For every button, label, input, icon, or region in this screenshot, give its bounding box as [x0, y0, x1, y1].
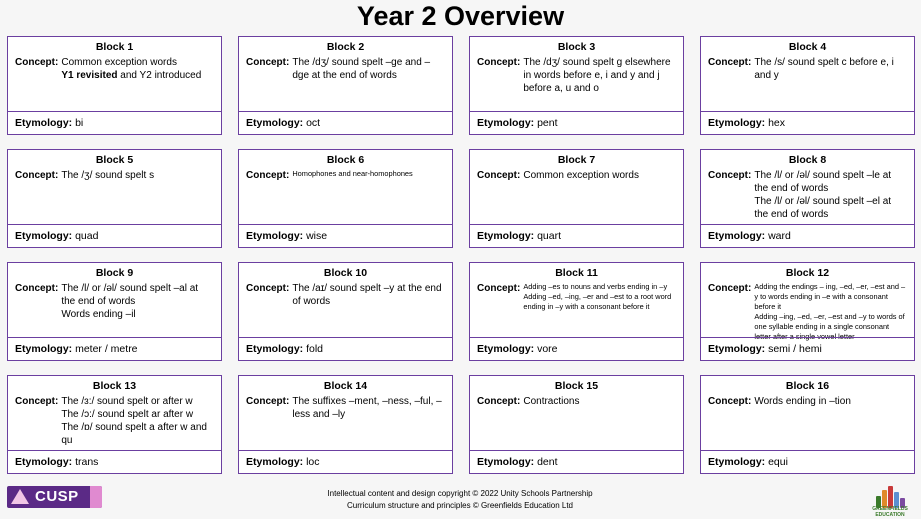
- concept-label: Concept:: [477, 283, 521, 294]
- etymology-value: loc: [306, 456, 320, 468]
- block-concept: [15, 56, 214, 82]
- concept-text: and Y2 introduced: [117, 70, 202, 81]
- block-card: [7, 262, 222, 361]
- copyright-line-1: Intellectual content and design copyright © 2022 Unity Schools Partnership: [327, 489, 593, 498]
- etymology-value: ward: [768, 230, 791, 242]
- block-etymology: [701, 224, 914, 247]
- concept-line: The /l/ or /əl/ sound spelt –al at the end of words: [61, 283, 199, 307]
- etymology-value: equi: [768, 456, 788, 468]
- concept-label: Concept:: [246, 396, 290, 407]
- concept-label: Concept:: [15, 170, 59, 181]
- logo-stripe: [90, 486, 102, 508]
- block-etymology: [8, 111, 221, 134]
- block-card: [700, 149, 915, 248]
- block-concept-area: [470, 37, 683, 113]
- block-title: Block 6: [326, 154, 365, 166]
- concept-line: The /dʒ/ sound spelt g elsewhere in words before e, i and y and j before a, u and o: [523, 57, 671, 94]
- block-card: [469, 375, 684, 474]
- footer: [0, 484, 921, 519]
- block-card: [238, 36, 453, 135]
- concept-line: Adding –ing, –ed, –er, –est and –y to words of one syllable ending in a single consonant letter after a single vowel letter: [754, 312, 905, 341]
- block-title: Block 8: [788, 154, 827, 166]
- block-card: [700, 375, 915, 474]
- block-card: [238, 262, 453, 361]
- concept-line: The /ɔ:/ sound spelt ar after w: [61, 409, 194, 420]
- block-etymology: [8, 224, 221, 247]
- block-etymology: [8, 337, 221, 360]
- cusp-logo-text: CUSP: [35, 488, 79, 505]
- concept-line: Contractions: [523, 396, 580, 407]
- etymology-value: semi / hemi: [768, 343, 822, 355]
- block-concept: [246, 56, 445, 82]
- concept-label: Concept:: [15, 396, 59, 407]
- block-title: Block 2: [326, 41, 365, 53]
- etymology-label: Etymology:: [15, 117, 73, 129]
- block-etymology: [239, 337, 452, 360]
- block-concept: [477, 282, 676, 312]
- block-card: [7, 149, 222, 248]
- etymology-label: Etymology:: [15, 343, 73, 355]
- concept-label: Concept:: [708, 396, 752, 407]
- block-etymology: [239, 111, 452, 134]
- block-etymology: [701, 337, 914, 360]
- block-concept: [246, 395, 445, 421]
- concept-line: The /ɒ/ sound spelt a after w and qu: [61, 422, 207, 446]
- block-card: [7, 375, 222, 474]
- block-card: [700, 36, 915, 135]
- etymology-value: quart: [537, 230, 562, 242]
- block-title: Block 12: [785, 267, 830, 279]
- concept-line: The /aɪ/ sound spelt –y at the end of words: [292, 283, 442, 307]
- concept-line: The /s/ sound spelt c before e, i and y: [754, 57, 894, 81]
- concept-line: Adding –ed, –ing, –er and –est to a root word ending in –y with a consonant before it: [523, 292, 672, 311]
- block-concept-area: [239, 263, 452, 339]
- concept-label: Concept:: [708, 170, 752, 181]
- concept-line: The suffixes –ment, –ness, –ful, –less and –ly: [292, 396, 442, 420]
- block-concept-area: [239, 37, 452, 113]
- block-title: Block 4: [788, 41, 827, 53]
- greenfields-logo-text: GREENFIELDS EDUCATION: [872, 506, 908, 518]
- concept-label: Concept:: [477, 170, 521, 181]
- block-concept-area: [701, 37, 914, 113]
- block-concept: [708, 395, 907, 408]
- etymology-label: Etymology:: [477, 343, 535, 355]
- block-concept: [708, 169, 907, 221]
- etymology-value: hex: [768, 117, 786, 129]
- etymology-value: quad: [75, 230, 99, 242]
- triangle-icon: [11, 489, 29, 504]
- block-concept-area: [8, 37, 221, 113]
- block-card: [469, 262, 684, 361]
- etymology-value: bi: [75, 117, 84, 129]
- concept-line: The /dʒ/ sound spelt –ge and –dge at the end of words: [292, 57, 431, 81]
- block-title: Block 15: [554, 380, 599, 392]
- block-concept-area: [701, 150, 914, 226]
- block-concept-area: [8, 376, 221, 452]
- block-title: Block 3: [557, 41, 596, 53]
- concept-line: Common exception words: [523, 170, 639, 181]
- block-etymology: [701, 111, 914, 134]
- concept-line: The /ʒ/ sound spelt s: [61, 170, 155, 181]
- block-concept-area: [8, 150, 221, 226]
- etymology-value: oct: [306, 117, 321, 129]
- block-concept-area: [239, 376, 452, 452]
- etymology-value: wise: [306, 230, 328, 242]
- etymology-label: Etymology:: [246, 230, 304, 242]
- block-concept-area: [8, 263, 221, 339]
- etymology-value: fold: [306, 343, 324, 355]
- concept-line: Words ending in –tion: [754, 396, 851, 407]
- etymology-label: Etymology:: [477, 117, 535, 129]
- block-card: [469, 149, 684, 248]
- block-concept-area: [239, 150, 452, 226]
- concept-label: Concept:: [246, 283, 290, 294]
- etymology-label: Etymology:: [15, 230, 73, 242]
- etymology-label: Etymology:: [477, 230, 535, 242]
- concept-bold-text: Y1 revisited: [61, 70, 118, 81]
- block-etymology: [470, 111, 683, 134]
- block-card: [238, 375, 453, 474]
- block-etymology: [239, 224, 452, 247]
- block-title: Block 11: [555, 267, 598, 279]
- block-title: Block 14: [323, 380, 368, 392]
- etymology-label: Etymology:: [708, 343, 766, 355]
- block-concept-area: [701, 376, 914, 452]
- block-concept: [477, 169, 676, 182]
- block-title: Block 9: [95, 267, 134, 279]
- etymology-value: dent: [537, 456, 558, 468]
- concept-label: Concept:: [477, 57, 521, 68]
- etymology-label: Etymology:: [708, 230, 766, 242]
- block-etymology: [470, 450, 683, 473]
- greenfields-logo: [870, 484, 910, 518]
- concept-line: Homophones and near-homophones: [292, 169, 413, 178]
- block-title: Block 1: [95, 41, 134, 53]
- etymology-value: meter / metre: [75, 343, 138, 355]
- concept-line: The /l/ or /əl/ sound spelt –el at the end of words: [754, 196, 892, 220]
- block-concept-area: [701, 263, 914, 339]
- etymology-value: trans: [75, 456, 99, 468]
- block-concept-area: [470, 263, 683, 339]
- block-concept: [708, 282, 907, 342]
- block-etymology: [470, 337, 683, 360]
- etymology-value: pent: [537, 117, 558, 129]
- block-concept: [15, 169, 214, 182]
- block-card: [238, 149, 453, 248]
- concept-line: Adding the endings – ing, –ed, –er, –est and –y to words ending in –e with a consonant before it: [754, 282, 906, 311]
- block-concept-area: [470, 376, 683, 452]
- block-concept: [15, 395, 214, 447]
- block-concept: [15, 282, 214, 321]
- block-concept: [246, 169, 445, 182]
- etymology-label: Etymology:: [15, 456, 73, 468]
- copyright-line-2: Curriculum structure and principles © Greenfields Education Ltd: [347, 501, 573, 510]
- block-concept: [246, 282, 445, 308]
- block-concept: [708, 56, 907, 82]
- etymology-label: Etymology:: [246, 117, 304, 129]
- block-title: Block 7: [557, 154, 596, 166]
- concept-label: Concept:: [15, 57, 59, 68]
- block-concept-area: [470, 150, 683, 226]
- etymology-value: vore: [537, 343, 558, 355]
- concept-label: Concept:: [246, 170, 290, 181]
- concept-line: Common exception words: [61, 57, 177, 68]
- bar-icon: [888, 486, 893, 508]
- concept-label: Concept:: [15, 283, 59, 294]
- page-title: Year 2 Overview: [356, 1, 565, 31]
- block-etymology: [239, 450, 452, 473]
- etymology-label: Etymology:: [246, 456, 304, 468]
- etymology-label: Etymology:: [708, 456, 766, 468]
- block-title: Block 10: [323, 267, 368, 279]
- block-concept: [477, 395, 676, 408]
- block-card: [7, 36, 222, 135]
- concept-line: The /ɜ:/ sound spelt or after w: [61, 396, 193, 407]
- block-concept: [477, 56, 676, 95]
- concept-label: Concept:: [477, 396, 521, 407]
- block-etymology: [470, 224, 683, 247]
- concept-label: Concept:: [246, 57, 290, 68]
- block-card: [700, 262, 915, 361]
- block-card: [469, 36, 684, 135]
- cusp-logo: [7, 486, 102, 508]
- copyright-text: [260, 488, 660, 512]
- block-title: Block 5: [95, 154, 134, 166]
- block-etymology: [701, 450, 914, 473]
- concept-label: Concept:: [708, 57, 752, 68]
- concept-line: Adding –es to nouns and verbs ending in –y: [523, 282, 668, 291]
- etymology-label: Etymology:: [708, 117, 766, 129]
- etymology-label: Etymology:: [246, 343, 304, 355]
- block-title: Block 16: [785, 380, 830, 392]
- block-title: Block 13: [92, 380, 137, 392]
- concept-line: The /l/ or /əl/ sound spelt –le at the end of words: [754, 170, 892, 194]
- concept-label: Concept:: [708, 283, 752, 294]
- concept-line: Words ending –il: [61, 309, 136, 320]
- etymology-label: Etymology:: [477, 456, 535, 468]
- concept-line: [61, 69, 214, 82]
- block-etymology: [8, 450, 221, 473]
